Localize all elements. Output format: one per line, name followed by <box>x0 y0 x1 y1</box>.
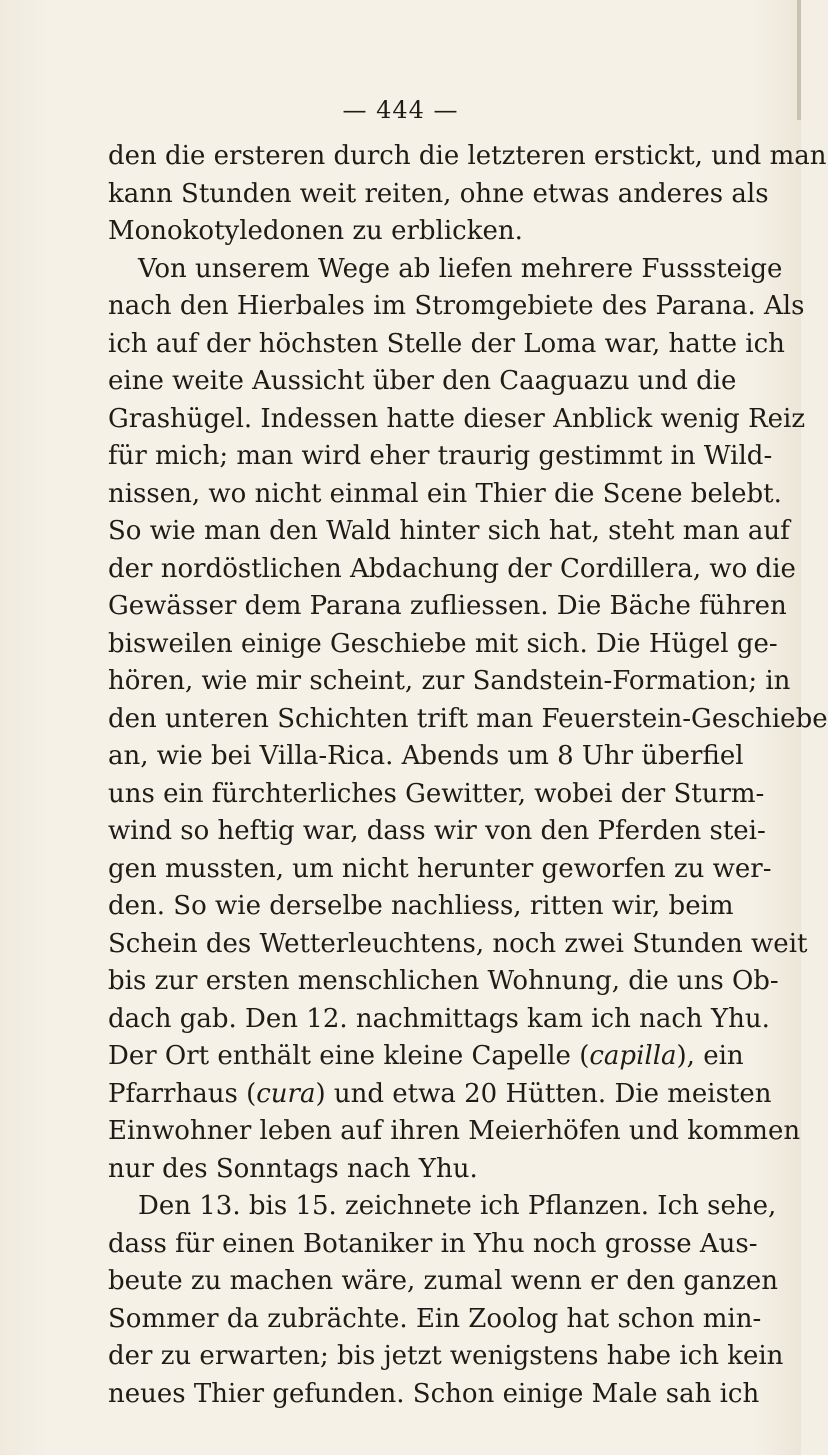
text-line: Gewässer dem Parana zufliessen. Die Bäche führen <box>108 591 787 621</box>
text-line: hören, wie mir scheint, zur Sandstein-Formation; in <box>108 666 791 696</box>
body-text <box>108 138 828 1413</box>
text-line: kann Stunden weit reiten, ohne etwas anderes als <box>108 178 769 209</box>
text-line: Grashügel. Indessen hatte dieser Anblick wenig Reiz <box>108 403 806 434</box>
text-line: für mich; man wird eher traurig gestimmt in Wild- <box>108 441 773 471</box>
text-line: beute zu machen wäre, zumal wenn er den ganzen <box>108 1266 778 1296</box>
text-line: den die ersteren durch die letzteren erstickt, und man <box>108 141 827 171</box>
text-line: nach den Hierbales im Stromgebiete des Parana. Als <box>108 291 805 321</box>
text-line: eine weite Aussicht über den Caaguazu und die <box>108 366 737 396</box>
text-line: an, wie bei Villa-Rica. Abends um 8 Uhr überfiel <box>108 741 744 771</box>
text-line: ich auf der höchsten Stelle der Loma war, hatte ich <box>108 328 785 359</box>
text-line: Der Ort enthält eine kleine Capelle (capilla), ein <box>108 1041 744 1071</box>
text-line: So wie man den Wald hinter sich hat, steht man auf <box>108 516 790 546</box>
text-line: Schein des Wetterleuchtens, noch zwei Stunden weit <box>108 928 808 959</box>
text-line: wind so heftig war, dass wir von den Pferden stei- <box>108 816 766 846</box>
text-line: Den 13. bis 15. zeichnete ich Pflanzen. Ich sehe, <box>138 1191 777 1221</box>
text-line: Von unserem Wege ab liefen mehrere Fusssteige <box>138 253 783 284</box>
italic-term: capilla <box>589 1041 677 1071</box>
text-line: bisweilen einige Geschiebe mit sich. Die Hügel ge- <box>108 628 778 659</box>
text-line: dach gab. Den 12. nachmittags kam ich nach Yhu. <box>108 1003 770 1034</box>
text-line: der nordöstlichen Abdachung der Cordillera, wo die <box>108 553 796 584</box>
text-line: Pfarrhaus (cura) und etwa 20 Hütten. Die meisten <box>108 1078 772 1109</box>
text-line: den unteren Schichten trift man Feuerstein-Geschiebe <box>108 703 828 734</box>
page-number: — 444 — <box>342 96 459 124</box>
text-line: neues Thier gefunden. Schon einige Male sah ich <box>108 1378 760 1409</box>
text-line: der zu erwarten; bis jetzt wenigstens habe ich kein <box>108 1341 784 1371</box>
text-line: nur des Sonntags nach Yhu. <box>108 1153 478 1184</box>
italic-term: cura <box>256 1078 316 1109</box>
text-line: bis zur ersten menschlichen Wohnung, die uns Ob- <box>108 966 779 996</box>
text-line: Einwohner leben auf ihren Meierhöfen und kommen <box>108 1116 801 1146</box>
text-line: Sommer da zubrächte. Ein Zoolog hat schon min- <box>108 1303 762 1334</box>
text-line: nissen, wo nicht einmal ein Thier die Scene belebt. <box>108 478 782 509</box>
text-line: gen mussten, um nicht herunter geworfen zu wer- <box>108 853 772 884</box>
text-line: Monokotyledonen zu erblicken. <box>108 216 523 246</box>
text-line: den. So wie derselbe nachliess, ritten wir, beim <box>108 891 734 921</box>
text-line: dass für einen Botaniker in Yhu noch grosse Aus- <box>108 1228 758 1259</box>
text-line: uns ein fürchterliches Gewitter, wobei der Sturm- <box>108 778 765 809</box>
